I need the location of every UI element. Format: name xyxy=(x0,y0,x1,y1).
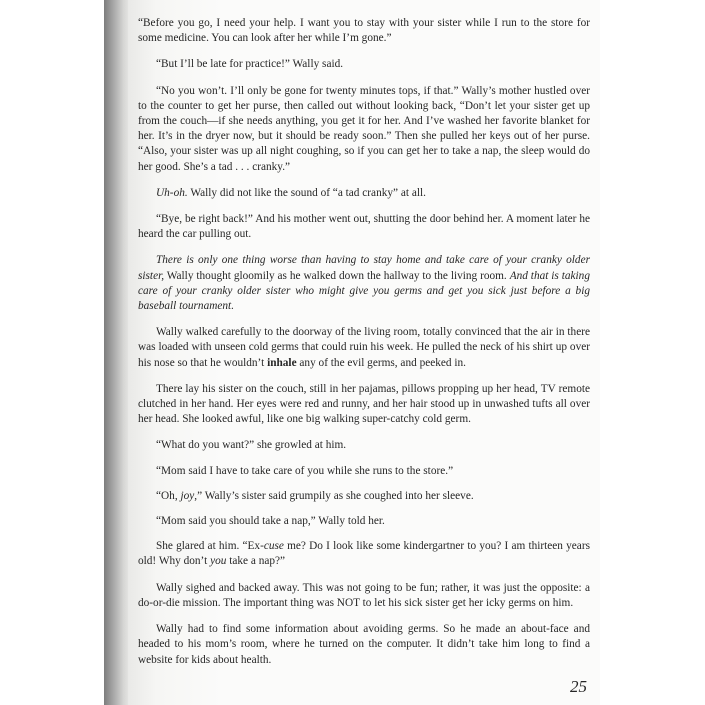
paragraph-7 xyxy=(138,325,590,371)
paragraph-5: “Bye, be right back!” And his mother went out, shutting the door behind her. A moment later he heard the car pulling out. xyxy=(138,213,590,241)
paragraph-13-c: take a nap?” xyxy=(226,555,286,568)
paragraph-13-italic-1: cuse xyxy=(263,540,284,553)
paragraph-14: Wally sighed and backed away. This was not going to be fun; rather, it was just the opposite: a do-or-die mission. The important thing was NOT to let his sick sister get her icky germs on him. xyxy=(138,581,590,609)
paragraph-6 xyxy=(138,253,590,314)
paragraph-7-b: any of the evil germs, and peeked in. xyxy=(296,356,466,369)
paragraph-13-italic-2: you xyxy=(210,555,227,568)
paragraph-11-italic: joy xyxy=(180,489,195,502)
paragraph-11-b: ,” Wally’s sister said grumpily as she coughed into her sleeve. xyxy=(194,489,474,502)
paragraph-13 xyxy=(138,539,590,569)
paragraph-8: There lay his sister on the couch, still in her pajamas, pillows propping up her head, TV remote clutched in her hand. Her eyes were red and runny, and her hair stood up in unwashed tufts all over her head. She looked awful, like one big walking super-catchy cold germ. xyxy=(138,382,590,426)
paragraph-4 xyxy=(138,186,590,201)
paragraph-6-italic-2: And that is taking care of your cranky older sister who might give you germs and get you sick just before a big baseball tournament. xyxy=(138,269,590,313)
paragraph-12: “Mom said you should take a nap,” Wally told her. xyxy=(156,515,385,528)
paragraph-11-a: “Oh, xyxy=(156,489,181,502)
paragraph-2: “But I’ll be late for practice!” Wally said. xyxy=(156,58,344,71)
paragraph-9: “What do you want?” she growled at him. xyxy=(156,439,347,452)
page-number: 25 xyxy=(570,677,587,696)
paragraph-3: “No you won’t. I’ll only be gone for twenty minutes tops, if that.” Wally’s mother hustled over to the counter to get her purse, then called out without looking back, “Don’t let your sister get up from the couch—if she needs anything, you get it for her. And I’ve washed her favorite blanket for her. It’s in the dryer now, but it should be ready soon.” Then she pulled her keys out of her purse. “Also, your sister was up all night coughing, so if you can get her to take a nap, the sleep would do her good. She’s a tad . . . cranky.” xyxy=(138,84,590,173)
paragraph-13-b: me? Do I look like some kindergartner to you? I am thirteen years old! Why don’t xyxy=(138,540,590,568)
paragraph-4-rest: Wally did not like the sound of “a tad cranky” at all. xyxy=(187,186,426,199)
paragraph-4-italic: Uh-oh. xyxy=(156,186,188,199)
paragraph-15: Wally had to find some information about avoiding germs. So he made an about-face and headed to his mom’s room, where he turned on the computer. It didn’t take him long to find a website for kids about health. xyxy=(138,623,590,666)
paragraph-13-a: She glared at him. “Ex- xyxy=(156,540,264,553)
paragraph-7-a: Wally walked carefully to the doorway of the living room, totally convinced that the air in there was loaded with unseen cold germs that could ruin his week. He pulled the neck of his shirt up over his nose so that he wouldn’t xyxy=(138,326,590,369)
paragraph-10: “Mom said I have to take care of you while she runs to the store.” xyxy=(156,464,454,477)
paragraph-6-mid: Wally thought gloomily as he walked down the hallway to the living room. xyxy=(164,269,510,282)
paragraph-11 xyxy=(138,489,590,504)
vocabulary-word-inhale: inhale xyxy=(267,356,297,369)
paragraph-6-italic-1: There is only one thing worse than having to stay home and take care of your cranky older sister, xyxy=(138,254,590,282)
paragraph-1: “Before you go, I need your help. I want you to stay with your sister while I run to the store for some medicine. You can look after her while I’m gone.” xyxy=(138,17,590,45)
story-text xyxy=(138,16,590,679)
